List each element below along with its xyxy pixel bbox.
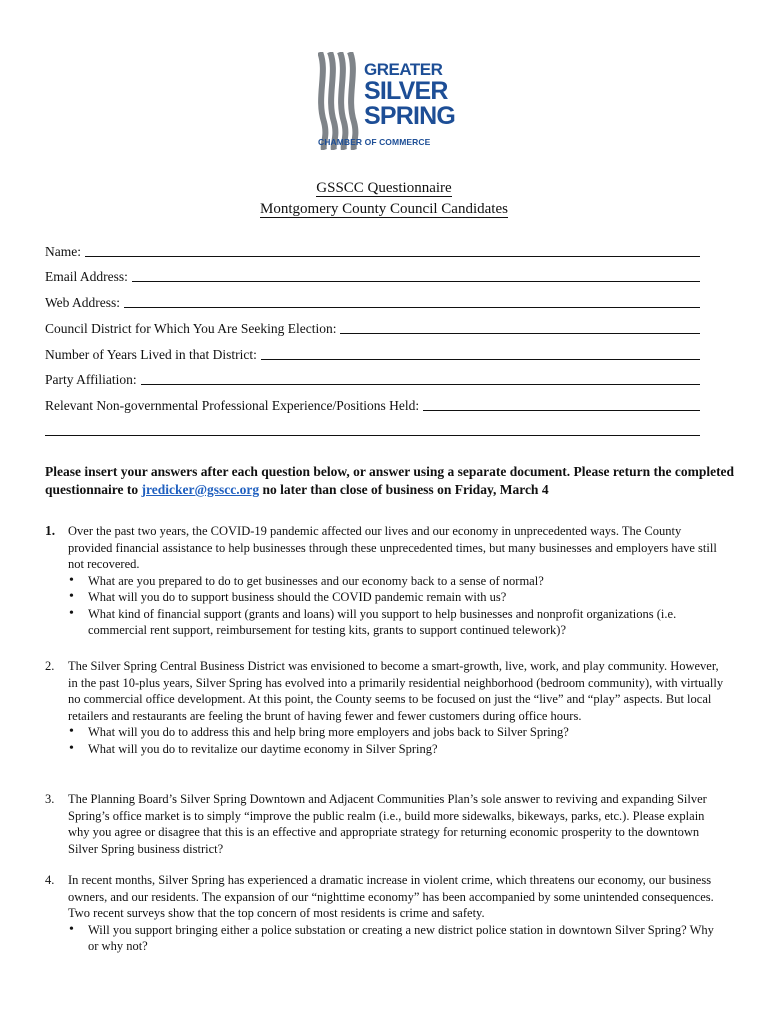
web-line[interactable] (124, 306, 700, 308)
web-field[interactable] (45, 293, 700, 311)
question-bullets (68, 922, 725, 955)
question-number: 2. (45, 659, 55, 673)
party-label: Party Affiliation: (45, 372, 137, 387)
name-field[interactable] (45, 242, 700, 260)
instructions-deadline: no later than close of business on Friday, March 4 (259, 482, 549, 497)
question-text: The Planning Board’s Silver Spring Downtown and Adjacent Communities Plan’s sole answer to reviving and expanding Silver Spring’s office market is to simply “improve the public realm (i.e., build more sidewalks, bikeways, parks, etc.). Please explain why you agree or disagree that this is an effective and appropriate strategy for returning economic prosperity to the downtown Silver Spring business district? (68, 792, 707, 856)
instructions-text: Please insert your answers after each question below, or answer using a separate document. Please return the completed questionnaire to (45, 464, 735, 497)
party-field[interactable] (45, 370, 700, 388)
bullet-item: • What will you do to revitalize our daytime economy in Silver Spring? (88, 741, 725, 758)
district-field[interactable] (45, 319, 700, 337)
logo-silver: SILVER (364, 77, 448, 105)
email-label: Email Address: (45, 269, 128, 284)
question-text: Over the past two years, the COVID-19 pandemic affected our lives and our economy in unprecedented ways. The County provided financial assistance to help businesses through these unprecedented times, but many businesses and employers have still not recovered. (68, 524, 717, 571)
question-text: The Silver Spring Central Business District was envisioned to become a smart-growth, live, work, and play community. However, in the past 10-plus years, Silver Spring has evolved into a primarily residential neighborhood (bedroom community), with virtually no commercial office development. At this point, the County seems to be focused on just the “live” and “play” aspects. But local retailers and restaurants are feeling the brunt of having fewer and fewer customers during office hours. (68, 659, 724, 723)
question-text: In recent months, Silver Spring has experienced a dramatic increase in violent crime, which threatens our economy, our business owners, and our residents. The expansion of our “nighttime economy” has been accompanied by some unintended consequences. Two recent surveys show that the top concern of most residents is crime and safety. (68, 873, 714, 920)
years-line[interactable] (261, 358, 700, 360)
years-field[interactable] (45, 345, 700, 363)
question-number: 4. (45, 873, 55, 887)
email-link[interactable]: jredicker@gsscc.org (141, 482, 260, 497)
question-4 (45, 872, 725, 955)
experience-field[interactable] (45, 396, 700, 414)
years-label: Number of Years Lived in that District: (45, 347, 257, 362)
district-line[interactable] (340, 332, 700, 334)
title-line-1: GSSCC Questionnaire (316, 180, 452, 196)
wave-stripes-icon (318, 52, 364, 150)
title-line-2: Montgomery County Council Candidates (260, 201, 508, 217)
bullet-item: • Will you support bringing either a police substation or creating a new district police station in downtown Silver Spring? Why or why not? (88, 922, 725, 955)
question-1 (45, 523, 725, 639)
email-field[interactable] (45, 267, 700, 285)
web-label: Web Address: (45, 295, 121, 310)
party-line[interactable] (141, 383, 700, 385)
question-bullets (68, 724, 725, 757)
question-2 (45, 658, 725, 757)
gsscc-logo (318, 52, 456, 150)
question-number: 1. (45, 523, 56, 538)
name-line[interactable] (85, 255, 700, 257)
district-label: Council District for Which You Are Seeking Election: (45, 321, 337, 336)
question-number: 3. (45, 792, 55, 806)
bullet-item: • What are you prepared to do to get businesses and our economy back to a sense of normal? (88, 573, 725, 590)
question-bullets (68, 573, 725, 639)
bullet-item: • What will you do to address this and help bring more employers and jobs back to Silver Spring? (88, 724, 725, 741)
logo-chamber: CHAMBER OF COMMERCE (318, 137, 431, 147)
question-3 (45, 791, 725, 857)
experience-label: Relevant Non-governmental Professional Experience/Positions Held: (45, 398, 420, 413)
experience-line[interactable] (423, 409, 700, 411)
bullet-item: • What will you do to support business should the COVID pandemic remain with us? (88, 589, 725, 606)
experience-extra-line[interactable] (45, 435, 700, 436)
bullet-item: • What kind of financial support (grants and loans) will you support to help businesses and nonprofit organizations (i.e. commercial rent support, reimbursement for testing kits, grants to support continued telework)? (88, 606, 725, 639)
email-line[interactable] (132, 280, 700, 282)
name-label: Name: (45, 244, 81, 259)
logo-spring: SPRING (364, 102, 456, 130)
instructions (45, 463, 735, 499)
logo-greater: GREATER (364, 60, 443, 79)
